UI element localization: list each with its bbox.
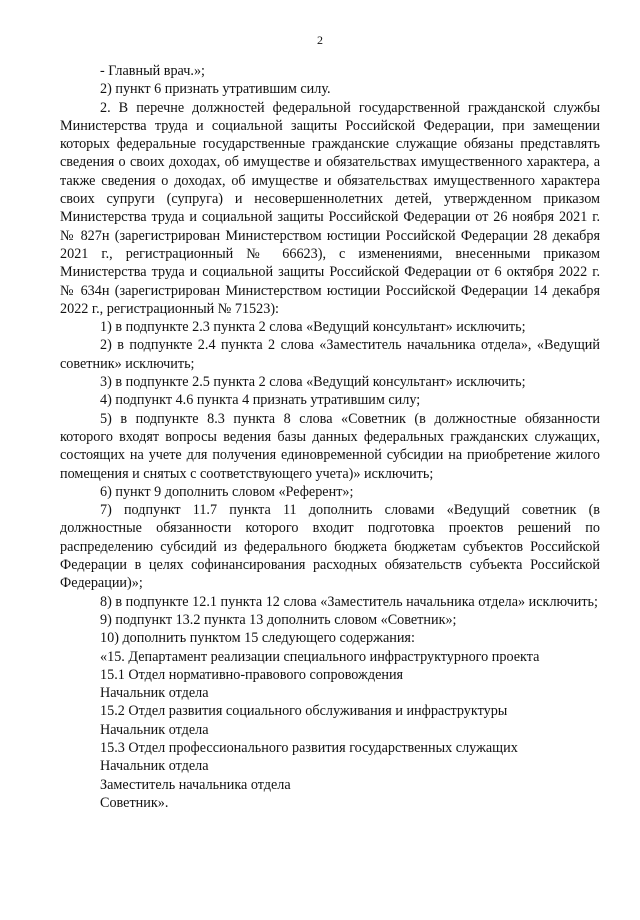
- paragraph: 7) подпункт 11.7 пункта 11 дополнить словами «Ведущий советник (в должностные обязанности которого входит подготовка проектов решений по распределению субсидий из федерального бюджета бюджетам субъектов Российской Федерации в целях софинансирования расходных обязательств субъекта Российской Федерации)»;: [60, 502, 600, 592]
- paragraph: 4) подпункт 4.6 пункта 4 признать утратившим силу;: [100, 392, 421, 409]
- paragraph: Советник».: [100, 794, 169, 811]
- paragraph: 9) подпункт 13.2 пункта 13 дополнить словом «Советник»;: [100, 611, 457, 628]
- paragraph: 2) в подпункте 2.4 пункта 2 слова «Заместитель начальника отдела», «Ведущий советник» исключить;: [60, 337, 600, 372]
- paragraph: 10) дополнить пунктом 15 следующего содержания:: [100, 630, 415, 647]
- paragraph: 3) в подпункте 2.5 пункта 2 слова «Ведущий консультант» исключить;: [100, 374, 526, 391]
- paragraph: 5) в подпункте 8.3 пункта 8 слова «Советник (в должностные обязанности которого входят вопросы ведения базы данных федеральных гражданских служащих, состоящих на учете для получения единовременной субсидии на приобретение жилого помещения и снятых с соответствующего учета)» исключить;: [60, 410, 600, 482]
- paragraph: Начальник отдела: [100, 685, 209, 702]
- paragraph: Начальник отдела: [100, 721, 209, 738]
- paragraph: 2. В перечне должностей федеральной государственной гражданской службы Министерства труда и социальной защиты Российской Федерации, при замещении которых федеральные государственные гражданские служащие обязаны представлять сведения о своих доходах, об имуществе и обязательствах имущественного характера, а также сведения о доходах, об имуществе и обязательствах имущественного характера своих супруги (супруга) и несовершеннолетних детей, утвержденном приказом Министерства труда и социальной защиты Российской Федерации от 26 ноября 2021 г. № 827н (зарегистрирован Министерством юстиции Российской Федерации 28 декабря 2021 г., регистрационный № 66623), с изменениями, внесенными приказом Министерства труда и социальной защиты Российской Федерации от 6 октября 2022 г. № 634н (зарегистрирован Министерством юстиции Российской Федерации 14 декабря 2022 г., регистрационный № 71523):: [60, 99, 600, 317]
- paragraph: «15. Департамент реализации специального инфраструктурного проекта: [100, 648, 540, 665]
- page-number: 2: [317, 33, 323, 47]
- paragraph: 15.1 Отдел нормативно-правового сопровождения: [100, 666, 404, 683]
- paragraph: Начальник отдела: [100, 758, 209, 775]
- paragraph: Заместитель начальника отдела: [100, 776, 291, 793]
- paragraph: 2) пункт 6 признать утратившим силу.: [100, 81, 331, 98]
- paragraph: 15.3 Отдел профессионального развития государственных служащих: [100, 739, 518, 756]
- paragraph: 8) в подпункте 12.1 пункта 12 слова «Заместитель начальника отдела» исключить;: [100, 593, 598, 610]
- document-body: [60, 62, 600, 812]
- paragraph: 15.2 Отдел развития социального обслуживания и инфраструктуры: [100, 703, 508, 720]
- paragraph: - Главный врач.»;: [100, 63, 205, 79]
- paragraph: 6) пункт 9 дополнить словом «Референт»;: [100, 483, 354, 500]
- paragraph: 1) в подпункте 2.3 пункта 2 слова «Ведущий консультант» исключить;: [100, 319, 526, 336]
